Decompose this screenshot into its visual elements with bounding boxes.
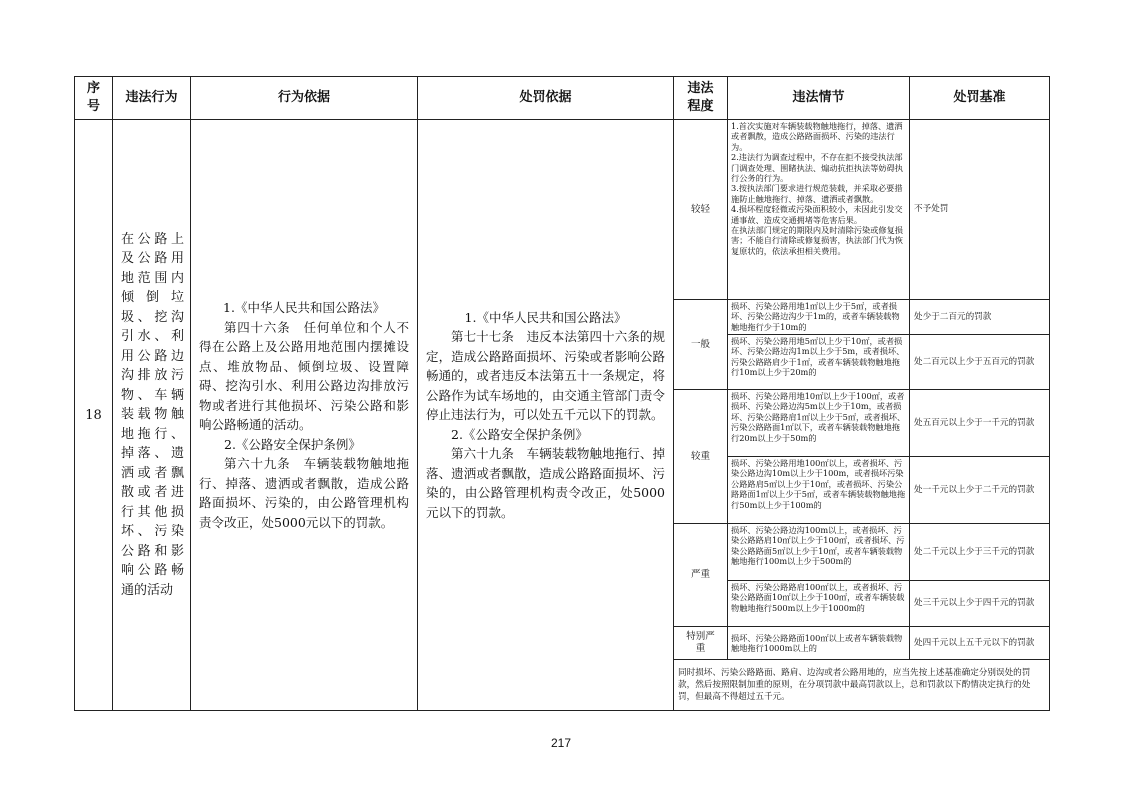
circumstance-heavy-2: 损坏、污染公路用地100㎡以上，或者损坏、污染公路边沟10m以上少于100m，或者损坏污染公路路肩5㎡以上少于10㎡，或者损坏、污染公路路面1㎡以上少于5㎡，或者车辆装载物触地拖行50m以上少于100m的 [728, 457, 910, 524]
row-penalty-basis [418, 120, 674, 711]
conduct-law-2: 2.《公路安全保护条例》 [224, 436, 361, 452]
header-circumstances: 违法情节 [728, 77, 910, 120]
circumstance-severe-1: 损坏、污染公路边沟100m以上，或者损坏、污染公路路肩10㎡以上少于100㎡，或者损坏、污染公路路面5㎡以上少于10㎡，或者车辆装载物触地拖行100m以上少于500m的 [728, 524, 910, 581]
page-number: 217 [550, 736, 572, 750]
circumstance-extreme: 损坏、污染公路路面100㎡以上或者车辆装载物触地拖行1000m以上的 [728, 627, 910, 660]
penalty-article-2: 第六十九条 车辆装载物触地拖行、掉落、遗洒或者飘散，造成公路路面损坏、污染的，由公路管理机构责令改正，处5000元以下的罚款。 [426, 446, 665, 520]
header-standard: 处罚基准 [910, 77, 1050, 120]
level-general: 一般 [674, 300, 728, 390]
standard-light: 不予处罚 [910, 120, 1050, 300]
header-conduct-basis: 行为依据 [191, 77, 418, 120]
circumstance-light: 1.首次实施对车辆装载物触地拖行，掉落、遗洒或者飘散，造成公路路面损坏、污染的违法行为。 2.违法行为调查过程中，不存在拒不接受执法部门调查处理、围睹执法、煽动抗拒执法等妨碍执行公务的行为。 3.按执法部门要求进行规范装载，并采取必要措施防止触地拖行、掉落、遗洒或者飘散。 4.损坏程度轻微或污染面积较小，未因此引发交通事故、造成交通拥堵等危害后果。 在执法部门规定的期限内及时清除污染或修复损害；不能自行清除或修复损害，执法部门代为恢复原状的，依法承担相关费用。 [728, 120, 910, 300]
conduct-law-1: 1.《中华人民共和国公路法》 [223, 300, 385, 315]
header-penalty-basis: 处罚依据 [418, 77, 674, 120]
header-behavior: 违法行为 [113, 77, 191, 120]
standard-general-2: 处二百元以上少于五百元的罚款 [910, 335, 1050, 390]
circumstance-general-1: 损坏、污染公路用地1㎡以上少于5㎡，或者损坏、污染公路边沟少于1m的，或者车辆装载物触地拖行少于10m的 [728, 300, 910, 335]
penalty-law-1: 1.《中华人民共和国公路法》 [464, 309, 627, 325]
circumstance-general-2: 损坏、污染公路用地5㎡以上少于10㎡，或者损坏、污染公路边沟1m以上少于5m，或者损坏、污染公路路肩少于1㎡，或者车辆装载物触地拖行10m以上少于20m的 [728, 335, 910, 390]
standard-extreme: 处四千元以上五千元以下的罚款 [910, 627, 1050, 660]
header-seq: 序号 [75, 77, 113, 120]
standard-heavy-2: 处一千元以上少于二千元的罚款 [910, 457, 1050, 524]
standard-general-1: 处少于二百元的罚款 [910, 300, 1050, 335]
conduct-article-2: 第六十九条 车辆装载物触地拖行、掉落、遗洒或者飘散，造成公路路面损坏、污染的，由公路管理机构责令改正，处5000元以下的罚款。 [199, 456, 409, 530]
circumstance-severe-2: 损坏、污染公路路肩100㎡以上，或者损坏、污染公路路面10㎡以上少于100㎡，或者车辆装载物触地拖行500m以上少于1000m的 [728, 581, 910, 627]
level-heavy: 较重 [674, 390, 728, 524]
level-severe: 严重 [674, 524, 728, 627]
row-seq: 18 [75, 120, 113, 711]
row-behavior: 在公路上及公路用地范围内倾倒垃圾、挖沟引水、利用公路边沟排放污物、车辆装载物触地拖行、掉落、遗洒或者飘散或者进行其他损坏、污染公路和影响公路畅通的活动 [113, 120, 191, 711]
standard-severe-2: 处三千元以上少于四千元的罚款 [910, 581, 1050, 627]
circumstance-heavy-1: 损坏、污染公路用地10㎡以上少于100㎡，或者损坏、污染公路边沟5m以上少于10m，或者损坏、污染公路路肩1㎡以上少于5㎡，或者损坏、污染公路路面1㎡以下，或者车辆装载物触地拖行20m以上少于50m的 [728, 390, 910, 457]
header-degree: 违法程度 [674, 77, 728, 120]
penalty-law-2: 2.《公路安全保护条例》 [451, 426, 588, 442]
header-row [75, 77, 1050, 120]
penalty-article-1: 第七十七条 违反本法第四十六条的规定，造成公路路面损坏、污染或者影响公路畅通的，或者违反本法第五十一条规定，将公路作为试车场地的，由交通主管部门责令停止违法行为，可以处五千元以下的罚款。 [426, 329, 665, 423]
standard-severe-1: 处二千元以上少于三千元的罚款 [910, 524, 1050, 581]
level-light: 较轻 [674, 120, 728, 300]
aggregation-note: 同时损坏、污染公路路面、路肩、边沟或者公路用地的，应当先按上述基准确定分别误处的罚款，然后按照限制加重的原则，在分项罚款中最高罚款以上，总和罚款以下酌情决定执行的处罚，但最高不得超过五千元。 [674, 660, 1050, 711]
standard-heavy-1: 处五百元以上少于一千元的罚款 [910, 390, 1050, 457]
level-extreme: 特别严重 [674, 627, 728, 660]
row-conduct-basis [191, 120, 418, 711]
conduct-article-1: 第四十六条 任何单位和个人不得在公路上及公路用地范围内摆摊设点、堆放物品、倾倒垃圾、设置障碍、挖沟引水、利用公路边沟排放污物或者进行其他损坏、污染公路和影响公路畅通的活动。 [199, 319, 409, 432]
table-row [75, 120, 1050, 300]
penalty-table [74, 76, 1050, 711]
